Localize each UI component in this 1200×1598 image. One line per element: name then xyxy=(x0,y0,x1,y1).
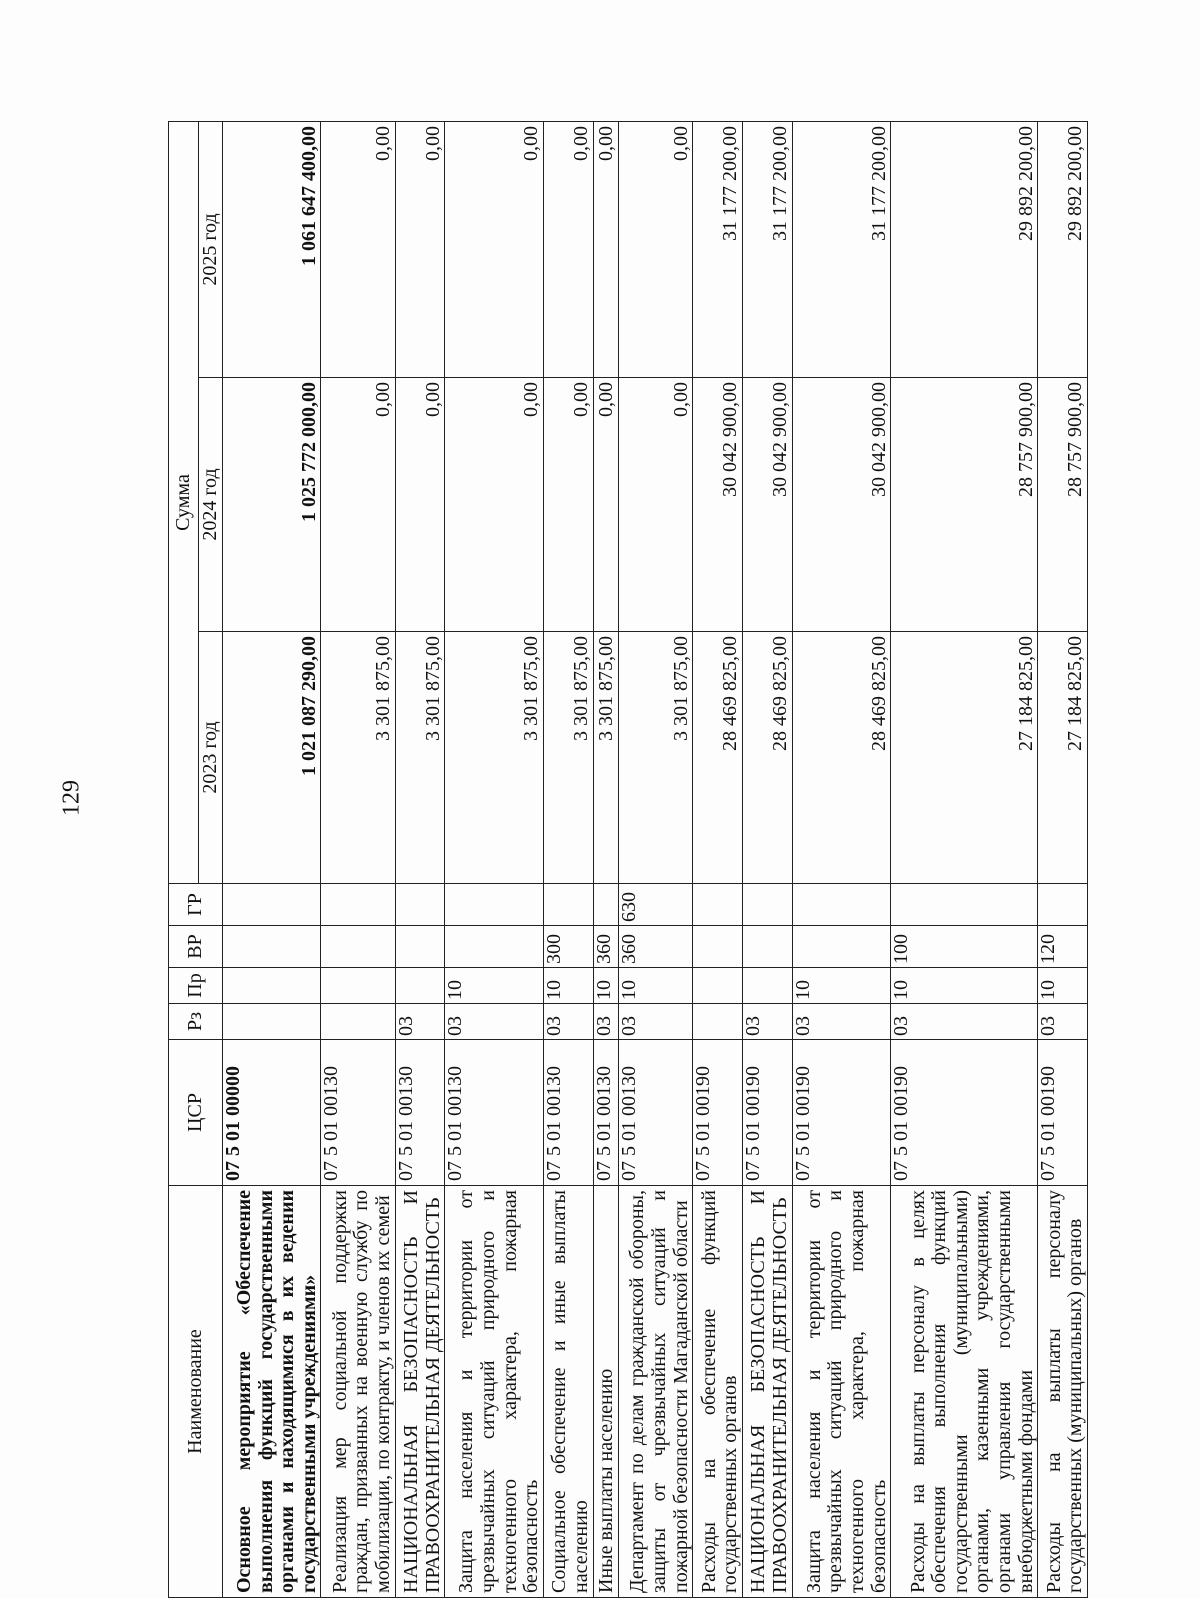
row-2025: 29 892 200,00 xyxy=(1038,121,1088,377)
page-number: 129 xyxy=(58,780,85,816)
row-vr xyxy=(742,926,792,968)
row-name: Иные выплаты населению xyxy=(593,1186,618,1598)
row-2025: 31 177 200,00 xyxy=(693,121,743,377)
row-rz: 03 xyxy=(792,1004,890,1040)
table-row xyxy=(792,121,890,1597)
row-gr xyxy=(742,884,792,926)
header-pr: Пр xyxy=(169,968,223,1004)
table-row xyxy=(891,121,1038,1597)
row-rz: 03 xyxy=(891,1004,1038,1040)
row-vr xyxy=(792,926,890,968)
row-rz: 03 xyxy=(593,1004,618,1040)
row-2023: 1 021 087 290,00 xyxy=(223,632,321,884)
row-2025: 0,00 xyxy=(321,121,395,377)
row-2025: 31 177 200,00 xyxy=(792,121,890,377)
row-gr: 630 xyxy=(619,884,693,926)
row-vr: 360 xyxy=(619,926,693,968)
table-row xyxy=(742,121,792,1597)
row-2023: 27 184 825,00 xyxy=(891,632,1038,884)
row-vr: 120 xyxy=(1038,926,1088,968)
budget-table xyxy=(168,121,1088,1598)
row-name: Социальное обеспечение и иные выплаты населению xyxy=(543,1186,593,1598)
header-row-1 xyxy=(169,121,199,1597)
table-row xyxy=(1038,121,1088,1597)
row-2024: 30 042 900,00 xyxy=(792,378,890,632)
table-row xyxy=(693,121,743,1597)
row-vr xyxy=(321,926,395,968)
row-name: Расходы на выплаты персоналу государственных (муниципальных) органов xyxy=(1038,1186,1088,1598)
row-rz: 03 xyxy=(543,1004,593,1040)
row-pr xyxy=(693,968,743,1004)
row-pr xyxy=(395,968,445,1004)
row-name: Расходы на выплаты персоналу в целях обеспечения выполнения функций государственными (муниципальными) органами, казенными учреждениями, органами управления государственными внебюджетными фондами xyxy=(891,1186,1038,1598)
row-2023: 28 469 825,00 xyxy=(693,632,743,884)
row-vr: 100 xyxy=(891,926,1038,968)
row-gr xyxy=(543,884,593,926)
row-2025: 0,00 xyxy=(543,121,593,377)
row-2023: 3 301 875,00 xyxy=(395,632,445,884)
row-2023: 3 301 875,00 xyxy=(543,632,593,884)
row-2023: 3 301 875,00 xyxy=(619,632,693,884)
row-csr: 07 5 01 00000 xyxy=(223,1040,321,1186)
header-2024: 2024 год xyxy=(199,378,223,632)
row-2024: 30 042 900,00 xyxy=(693,378,743,632)
row-vr xyxy=(223,926,321,968)
row-vr xyxy=(445,926,543,968)
row-gr xyxy=(593,884,618,926)
row-csr: 07 5 01 00190 xyxy=(891,1040,1038,1186)
header-name: Наименование xyxy=(169,1186,223,1598)
table-row xyxy=(395,121,445,1597)
row-2024: 0,00 xyxy=(543,378,593,632)
row-gr xyxy=(223,884,321,926)
header-2023: 2023 год xyxy=(199,632,223,884)
row-name: Реализация мер социальной поддержки граждан, призванных на военную службу по мобилизации, по контракту, и членов их семей xyxy=(321,1186,395,1598)
row-gr xyxy=(395,884,445,926)
row-vr: 360 xyxy=(593,926,618,968)
row-vr xyxy=(395,926,445,968)
table-row xyxy=(445,121,543,1597)
row-2025: 0,00 xyxy=(395,121,445,377)
header-sum: Сумма xyxy=(169,121,199,883)
row-csr: 07 5 01 00130 xyxy=(321,1040,395,1186)
row-csr: 07 5 01 00130 xyxy=(619,1040,693,1186)
row-csr: 07 5 01 00130 xyxy=(395,1040,445,1186)
row-pr: 10 xyxy=(891,968,1038,1004)
row-2024: 0,00 xyxy=(395,378,445,632)
row-csr: 07 5 01 00190 xyxy=(1038,1040,1088,1186)
row-name: Расходы на обеспечение функций государственных органов xyxy=(693,1186,743,1598)
table-row xyxy=(321,121,395,1597)
row-2023: 28 469 825,00 xyxy=(742,632,792,884)
row-2023: 3 301 875,00 xyxy=(445,632,543,884)
row-2025: 0,00 xyxy=(593,121,618,377)
row-vr xyxy=(693,926,743,968)
row-rz: 03 xyxy=(395,1004,445,1040)
header-rz: Рз xyxy=(169,1004,223,1040)
row-2025: 29 892 200,00 xyxy=(891,121,1038,377)
row-gr xyxy=(445,884,543,926)
row-name: Департамент по делам гражданской обороны, защиты от чрезвычайных ситуаций и пожарной безопасности Магаданской области xyxy=(619,1186,693,1598)
row-2024: 28 757 900,00 xyxy=(1038,378,1088,632)
row-name: Основное мероприятие «Обеспечение выполнения функций государственными органами и находящимися в их ведении государственными учреждениями» xyxy=(223,1186,321,1598)
row-name: Защита населения и территории от чрезвычайных ситуаций природного и техногенного характера, пожарная безопасность xyxy=(792,1186,890,1598)
budget-table-container xyxy=(168,122,1088,1598)
row-2023: 27 184 825,00 xyxy=(1038,632,1088,884)
row-2024: 1 025 772 000,00 xyxy=(223,378,321,632)
header-gr: ГР xyxy=(169,884,223,926)
row-2025: 1 061 647 400,00 xyxy=(223,121,321,377)
row-rz xyxy=(693,1004,743,1040)
row-pr: 10 xyxy=(593,968,618,1004)
row-gr xyxy=(321,884,395,926)
row-name: Защита населения и территории от чрезвычайных ситуаций природного и техногенного характера, пожарная безопасность xyxy=(445,1186,543,1598)
row-2023: 3 301 875,00 xyxy=(593,632,618,884)
row-csr: 07 5 01 00190 xyxy=(693,1040,743,1186)
row-2023: 3 301 875,00 xyxy=(321,632,395,884)
row-pr: 10 xyxy=(792,968,890,1004)
row-rz: 03 xyxy=(619,1004,693,1040)
row-gr xyxy=(693,884,743,926)
table-row xyxy=(593,121,618,1597)
row-rz xyxy=(321,1004,395,1040)
row-2024: 0,00 xyxy=(445,378,543,632)
header-2025: 2025 год xyxy=(199,121,223,377)
row-2024: 28 757 900,00 xyxy=(891,378,1038,632)
row-csr: 07 5 01 00190 xyxy=(742,1040,792,1186)
row-pr: 10 xyxy=(445,968,543,1004)
row-gr xyxy=(1038,884,1088,926)
row-pr xyxy=(321,968,395,1004)
row-pr: 10 xyxy=(543,968,593,1004)
header-vr: ВР xyxy=(169,926,223,968)
row-2024: 0,00 xyxy=(321,378,395,632)
table-row xyxy=(619,121,693,1597)
row-name: НАЦИОНАЛЬНАЯ БЕЗОПАСНОСТЬ И ПРАВООХРАНИТЕЛЬНАЯ ДЕЯТЕЛЬНОСТЬ xyxy=(395,1186,445,1598)
row-rz: 03 xyxy=(742,1004,792,1040)
row-vr: 300 xyxy=(543,926,593,968)
row-rz: 03 xyxy=(1038,1004,1088,1040)
row-csr: 07 5 01 00130 xyxy=(445,1040,543,1186)
row-pr xyxy=(742,968,792,1004)
row-csr: 07 5 01 00190 xyxy=(792,1040,890,1186)
row-gr xyxy=(792,884,890,926)
header-csr: ЦСР xyxy=(169,1040,223,1186)
row-pr: 10 xyxy=(1038,968,1088,1004)
row-2025: 0,00 xyxy=(619,121,693,377)
row-pr: 10 xyxy=(619,968,693,1004)
row-name: НАЦИОНАЛЬНАЯ БЕЗОПАСНОСТЬ И ПРАВООХРАНИТЕЛЬНАЯ ДЕЯТЕЛЬНОСТЬ xyxy=(742,1186,792,1598)
table-row xyxy=(543,121,593,1597)
row-2023: 28 469 825,00 xyxy=(792,632,890,884)
table-row xyxy=(223,121,321,1597)
row-2024: 0,00 xyxy=(593,378,618,632)
row-pr xyxy=(223,968,321,1004)
row-rz xyxy=(223,1004,321,1040)
row-csr: 07 5 01 00130 xyxy=(543,1040,593,1186)
row-2024: 0,00 xyxy=(619,378,693,632)
row-rz: 03 xyxy=(445,1004,543,1040)
row-gr xyxy=(891,884,1038,926)
row-2025: 0,00 xyxy=(445,121,543,377)
row-2025: 31 177 200,00 xyxy=(742,121,792,377)
row-2024: 30 042 900,00 xyxy=(742,378,792,632)
row-csr: 07 5 01 00130 xyxy=(593,1040,618,1186)
